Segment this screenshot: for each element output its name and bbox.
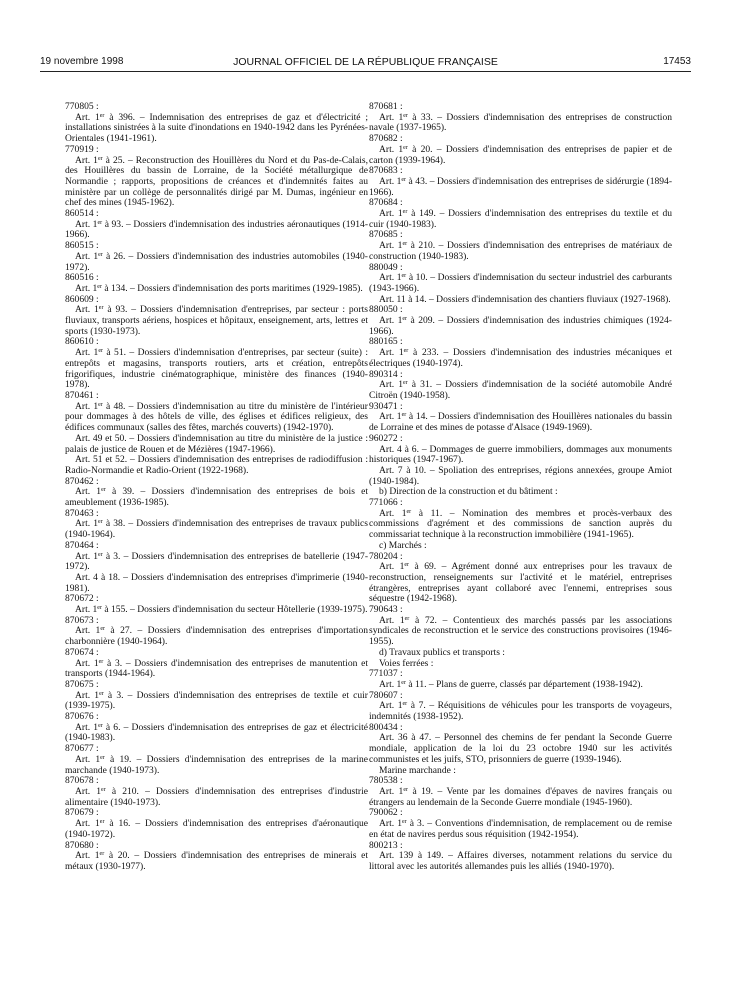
article-text: Art. 1	[379, 143, 404, 155]
article-text: Art. 1	[75, 818, 100, 830]
record-code: 870682 :	[369, 133, 403, 145]
ordinal-suffix: er	[401, 412, 407, 419]
article-entry	[65, 552, 368, 573]
ordinal-suffix: er	[98, 348, 103, 355]
article-text-cont: à 11. – Nomination des membres et procès-verbaux des commissions d'agrément et des commissions de sanction auprès du commissariat technique à la reconstruction immobilière (1941-1965).	[369, 507, 672, 541]
article-entry	[65, 626, 368, 647]
article-entry	[65, 723, 368, 744]
article-text: Art. 1	[75, 721, 99, 733]
article-text-cont: à 48. – Dossiers d'indemnisation au titre du ministère de l'intérieur pour dommages à des hôtels de ville, des églises et édifices religieux, des édifices communaux (salles des fêtes, marchés couverts) (1942-1970).	[65, 400, 368, 434]
record-code: 780607 :	[369, 689, 403, 701]
header-rule	[40, 71, 691, 72]
article-text-cont: à 210. – Dossiers d'indemnisation des entreprises de matériaux de construction (1940-1983).	[369, 240, 672, 262]
section-heading: c) Marchés :	[379, 539, 427, 551]
record-code: 790643 :	[369, 604, 403, 616]
record-code: 960272 :	[369, 432, 403, 444]
article-entry	[65, 573, 368, 594]
article-text: Art. 1	[75, 250, 99, 262]
article-entry	[65, 348, 368, 391]
article-text-cont: à 155. – Dossiers d'indemnisation du secteur Hôtellerie (1939-1975).	[101, 604, 368, 616]
record-code: 790062 :	[369, 807, 403, 819]
record-code: 930471 :	[369, 400, 403, 412]
article-text: Art. 1	[379, 272, 402, 284]
article-text-cont: à 396. – Indemnisation des entreprises de gaz et d'électricité ; installations sinistrées à la suite d'inondations en 1940-1942 dans les Pyrénées-Orientales (1941-1961).	[65, 111, 368, 145]
ordinal-suffix: er	[97, 605, 102, 612]
article-text-cont: à 149. – Dossiers d'indemnisation des entreprises du textile et du cuir (1940-1983).	[369, 208, 672, 230]
record-code: 880165 :	[369, 336, 403, 348]
article-text: Art. 1	[379, 208, 403, 220]
article-text-cont: à 20. – Dossiers d'indemnisation des entreprises de papier et de carton (1939-1964).	[369, 143, 672, 166]
article-text-cont: à 26. – Dossiers d'indemnisation des industries automobiles (1940-1972).	[65, 250, 368, 273]
article-text: Art. 1	[75, 604, 98, 616]
record-code: 870679 :	[65, 807, 99, 819]
article-text: Art. 51 et 52. – Dossiers d'indemnisation des entreprises de radiodiffusion : Radio-Normandie et Radio-Orient (1922-1968).	[65, 454, 368, 476]
article-text: Art. 36 à 47. – Personnel des chemins de fer pendant la Seconde Guerre mondiale, application de la loi du 23 octobre 1940 sur les activités communistes et les juifs, STO, prisonniers de guerre (1939-1946).	[369, 732, 672, 765]
article-entry	[65, 787, 368, 808]
ordinal-suffix: er	[98, 305, 104, 312]
article-entry	[369, 509, 672, 541]
ordinal-suffix: er	[401, 273, 407, 280]
record-code: 890314 :	[369, 368, 403, 380]
article-text: Art. 1	[379, 347, 404, 359]
article-text: Art. 1	[75, 218, 98, 230]
page-number: 17453	[663, 56, 691, 67]
article-text-cont: à 72. – Contentieux des marchés passés par les associations syndicales de reconstruction et le service des constructions provisoires (1946-1955).	[369, 614, 672, 648]
ordinal-suffix: er	[402, 701, 408, 708]
article-text: Art. 1	[379, 561, 405, 573]
ordinal-suffix: er	[402, 241, 408, 248]
record-code: 870676 :	[65, 711, 99, 723]
article-text-cont: à 27. – Dossiers d'indemnisation des entreprises d'importation charbonnière (1940-1964).	[65, 625, 368, 648]
article-entry	[369, 241, 672, 262]
article-text: Art. 1	[379, 614, 405, 626]
article-entry	[369, 787, 672, 808]
article-text-cont: à 33. – Dossiers d'indemnisation des entreprises de construction navale (1937-1965).	[369, 111, 672, 134]
ordinal-suffix: er	[402, 209, 408, 216]
article-entry	[369, 412, 672, 433]
article-text: Art. 1	[75, 657, 99, 669]
article-text-cont: à 11. – Plans de guerre, classés par département (1938-1942).	[405, 678, 643, 690]
record-code: 880050 :	[369, 304, 403, 316]
record-code: 870461 :	[65, 389, 99, 401]
record-code: 870681 :	[369, 101, 403, 112]
section-heading: Voies ferrées :	[379, 657, 434, 669]
article-entry	[65, 851, 368, 872]
article-entry	[369, 380, 672, 401]
article-entry	[369, 316, 672, 337]
ordinal-suffix: er	[99, 851, 105, 858]
article-entry	[65, 819, 368, 840]
article-text-cont: à 25. – Reconstruction des Houillères du Nord et du Pas-de-Calais, des Houillères du bassin de Lorraine, de la Société métallurgique de Normandie ; rapports, propositions de créances et d'indemnités faites au ministère par un collège de personnalités dirigé par M. Dumas, ingénieur en chef des mines (1945-1962).	[65, 154, 368, 209]
record-code: 800434 :	[369, 721, 403, 733]
record-code: 771037 :	[369, 668, 403, 680]
article-text: Art. 1	[75, 111, 100, 123]
ordinal-suffix: er	[98, 251, 103, 258]
ordinal-suffix: er	[404, 615, 410, 622]
section-heading: Marine marchande :	[379, 764, 456, 776]
article-entry	[65, 487, 368, 508]
record-code: 870672 :	[65, 593, 99, 605]
article-entry	[369, 348, 672, 369]
ordinal-suffix: er	[403, 112, 408, 119]
publication-date: 19 novembre 1998	[40, 56, 124, 67]
record-code: 870674 :	[65, 646, 99, 658]
article-text-cont: à 3. – Dossiers d'indemnisation des entreprises de manutention et transports (1944-1964).	[65, 657, 368, 680]
article-text-cont: à 233. – Dossiers d'indemnisation des industries mécaniques et électriques (1940-1974).	[369, 347, 672, 369]
article-text-cont: à 38. – Dossiers d'indemnisation des entreprises de travaux publics (1940-1964).	[65, 518, 368, 541]
article-text: Art. 139 à 149. – Affaires diverses, notamment relations du service du littoral avec les autorités allemandes puis les alliés (1940-1970).	[369, 850, 672, 872]
article-text-cont: à 43. – Dossiers d'indemnisation des entreprises de sidérurgie (1894-1966).	[369, 175, 672, 198]
record-code: 870684 :	[369, 197, 403, 209]
ordinal-suffix: er	[98, 519, 103, 526]
article-text: Art. 11 à 14. – Dossiers d'indemnisation des chantiers fluviaux (1927-1968).	[379, 293, 671, 305]
article-text: Art. 1	[75, 282, 98, 294]
article-entry	[65, 402, 368, 434]
article-entry	[369, 733, 672, 765]
record-code: 770805 :	[65, 101, 99, 112]
ordinal-suffix: er	[403, 144, 408, 151]
ordinal-suffix: er	[97, 155, 103, 162]
article-text-cont: à 16. – Dossiers d'indemnisation des entreprises d'aéronautique (1940-1972).	[65, 818, 368, 840]
article-text: Art. 49 et 50. – Dossiers d'indemnisation au titre du ministère de la justice : palais de justice de Rouen et de Mézières (1947-1966).	[65, 432, 368, 455]
ordinal-suffix: er	[97, 219, 103, 226]
article-entry	[369, 466, 672, 487]
record-code: 870462 :	[65, 475, 99, 487]
record-code: 770919 :	[65, 143, 99, 155]
journal-title: JOURNAL OFFICIEL DE LA RÉPUBLIQUE FRANÇAISE	[233, 56, 498, 68]
article-text-cont: à 14. – Dossiers d'indemnisation des Houillères nationales du bassin de Lorraine et des mines de potasse d'Alsace (1949-1969).	[369, 411, 672, 434]
article-text-cont: à 3. – Conventions d'indemnisation, de remplacement ou de remise en état de navires perdus sous réquisition (1942-1954).	[369, 818, 672, 840]
article-text-cont: à 93. – Dossiers d'indemnisation des industries aéronautiques (1914-1966).	[65, 218, 368, 241]
article-text: Art. 1	[75, 154, 98, 166]
record-code: 870680 :	[65, 839, 99, 851]
right-column	[369, 102, 672, 873]
record-code: 780204 :	[369, 550, 403, 562]
article-text: Art. 1	[379, 411, 402, 423]
ordinal-suffix: er	[99, 112, 105, 119]
article-text: Art. 4 à 18. – Dossiers d'indemnisation des entreprises d'imprimerie (1940-1981).	[65, 571, 368, 594]
article-text: Art. 1	[75, 400, 99, 412]
section-heading: d) Travaux publics et transports :	[379, 646, 505, 658]
section-heading: b) Direction de la construction et du bâtiment :	[379, 486, 558, 498]
article-entry	[369, 701, 672, 722]
article-text: Art. 1	[379, 379, 404, 391]
article-entry	[65, 252, 368, 273]
article-text-cont: à 69. – Agrément donné aux entreprises pour les travaux de reconstruction, renseignements sur l'activité et le matériel, entreprises étrangères, entreprises ayant collaboré avec l'ennemi, entreprises sous séquestre (1942-1968).	[369, 561, 672, 605]
article-text-cont: à 3. – Dossiers d'indemnisation des entreprises de batellerie (1947-1972).	[65, 550, 368, 573]
article-text: Art. 4 à 6. – Dommages de guerre immobiliers, dommages aux monuments historiques (1947-1967).	[369, 443, 672, 466]
record-code: 860516 :	[65, 272, 99, 284]
article-entry	[65, 691, 368, 712]
ordinal-suffix: er	[98, 658, 104, 665]
ordinal-suffix: er	[100, 754, 105, 761]
article-text-cont: à 3. – Dossiers d'indemnisation des entreprises de textile et cuir (1939-1975).	[65, 689, 368, 712]
article-text: Art. 1	[75, 347, 99, 359]
article-text: Art. 1	[379, 175, 402, 187]
article-entry	[65, 113, 368, 145]
article-entry	[65, 156, 368, 210]
ordinal-suffix: er	[401, 679, 406, 686]
article-text-cont: à 93. – Dossiers d'indemnisation d'entreprises, par secteur : ports fluviaux, transports aériens, hospices et hôpitaux, enseignement, arts, lettres et sports (1930-1973).	[65, 304, 368, 337]
article-text: Art. 1	[75, 689, 100, 701]
ordinal-suffix: er	[406, 508, 412, 515]
article-entry	[369, 616, 672, 648]
ordinal-suffix: er	[402, 316, 408, 323]
record-code: 870677 :	[65, 743, 99, 755]
article-entry	[369, 145, 672, 166]
article-entry	[65, 605, 368, 616]
article-text: Art. 1	[75, 625, 101, 637]
ordinal-suffix: er	[403, 380, 408, 387]
article-text: Art. 1	[379, 678, 402, 690]
article-text: Art. 1	[379, 507, 407, 519]
record-code: 870464 :	[65, 539, 99, 551]
record-code: 860515 :	[65, 240, 99, 252]
article-entry	[369, 273, 672, 294]
page-header	[40, 56, 691, 70]
article-text-cont: à 6. – Dossiers d'indemnisation des entreprises de gaz et électricité (1940-1983).	[65, 721, 369, 744]
record-code: 860610 :	[65, 336, 99, 348]
article-entry	[369, 295, 672, 306]
article-text-cont: à 20. – Dossiers d'indemnisation des entreprises de minerais et métaux (1930-1977).	[65, 850, 368, 872]
record-code: 880049 :	[369, 261, 403, 273]
ordinal-suffix: er	[403, 787, 408, 793]
article-text-cont: à 7. – Réquisitions de véhicules pour les transports de voyageurs, indemnités (1938-1952).	[369, 700, 672, 723]
ordinal-suffix: er	[101, 487, 106, 494]
ordinal-suffix: er	[97, 283, 102, 290]
record-code: 870673 :	[65, 614, 99, 626]
record-code: 860514 :	[65, 208, 99, 220]
record-code: 870463 :	[65, 507, 99, 519]
article-text-cont: à 39. – Dossiers d'indemnisation des entreprises de bois et ameublement (1936-1985).	[65, 486, 368, 509]
article-entry	[369, 851, 672, 872]
record-code: 780538 :	[369, 775, 403, 787]
left-column	[65, 102, 368, 873]
article-text-cont: à 10. – Dossiers d'indemnisation du secteur industriel des carburants (1943-1966).	[369, 272, 672, 294]
article-text-cont: à 210. – Dossiers d'indemnisation des entreprises d'industrie alimentaire (1940-1973).	[65, 786, 368, 808]
article-text-cont: à 134. – Dossiers d'indemnisation des ports maritimes (1929-1985).	[101, 282, 363, 294]
article-text-cont: à 209. – Dossiers d'indemnisation des industries chimiques (1924-1966).	[369, 315, 672, 337]
article-entry	[369, 680, 672, 691]
ordinal-suffix: er	[401, 819, 407, 826]
article-text-cont: à 51. – Dossiers d'indemnisation d'entreprises, par secteur (suite) : entrepôts et magasins, transports routiers, arts et création, entrepôts frigorifiques, industrie cinématographique, ministère des finances (1940-1978).	[65, 347, 369, 391]
article-entry	[65, 755, 368, 776]
article-entry	[369, 819, 672, 840]
article-text: Art. 1	[379, 240, 403, 252]
record-code: 800213 :	[369, 839, 403, 851]
article-entry	[65, 305, 368, 337]
ordinal-suffix: er	[98, 551, 103, 558]
article-entry	[65, 284, 368, 295]
article-text: Art. 1	[379, 700, 403, 712]
ordinal-suffix: er	[98, 401, 103, 408]
article-text: Art. 1	[75, 850, 100, 862]
article-entry	[65, 220, 368, 241]
article-entry	[369, 113, 672, 134]
article-entry	[65, 455, 368, 476]
ordinal-suffix: er	[401, 176, 407, 183]
ordinal-suffix: er	[99, 819, 105, 826]
record-code: 870683 :	[369, 165, 403, 177]
article-text: Art. 1	[75, 753, 101, 765]
article-text: Art. 1	[75, 304, 99, 316]
ordinal-suffix: er	[404, 562, 410, 569]
article-entry	[65, 434, 368, 455]
article-text: Art. 1	[75, 786, 102, 797]
article-entry	[65, 659, 368, 680]
record-code: 870678 :	[65, 775, 99, 787]
record-code: 860609 :	[65, 293, 99, 305]
article-text-cont: à 31. – Dossiers d'indemnisation de la société automobile André Citroën (1940-1958).	[369, 379, 672, 401]
article-text: Art. 1	[75, 486, 102, 498]
article-text-cont: à 19. – Dossiers d'indemnisation des entreprises de la marine marchande (1940-1973).	[65, 753, 368, 776]
article-text: Art. 7 à 10. – Spoliation des entreprises, régions annexées, groupe Amiot (1940-1984).	[369, 464, 672, 487]
article-text: Art. 1	[75, 518, 99, 530]
article-text: Art. 1	[379, 315, 403, 327]
ordinal-suffix: er	[99, 690, 104, 697]
article-text: Art. 1	[379, 818, 402, 830]
record-code: 870675 :	[65, 678, 99, 690]
article-text: Art. 1	[379, 111, 404, 123]
ordinal-suffix: er	[100, 626, 105, 633]
record-code: 771066 :	[369, 497, 403, 509]
ordinal-suffix: er	[101, 787, 106, 793]
article-entry	[369, 209, 672, 230]
article-entry	[369, 562, 672, 605]
article-text: Art. 1	[75, 550, 99, 562]
article-entry	[369, 445, 672, 466]
article-entry	[65, 519, 368, 540]
article-text: Art. 1	[379, 786, 404, 797]
ordinal-suffix: er	[403, 348, 409, 355]
article-entry	[369, 177, 672, 198]
record-code: 870685 :	[369, 229, 403, 241]
ordinal-suffix: er	[98, 722, 103, 729]
article-text-cont: à 19. – Vente par les domaines d'épaves de navires français ou étrangers au lendemain de la Seconde Guerre mondiale (1945-1960).	[369, 786, 672, 808]
